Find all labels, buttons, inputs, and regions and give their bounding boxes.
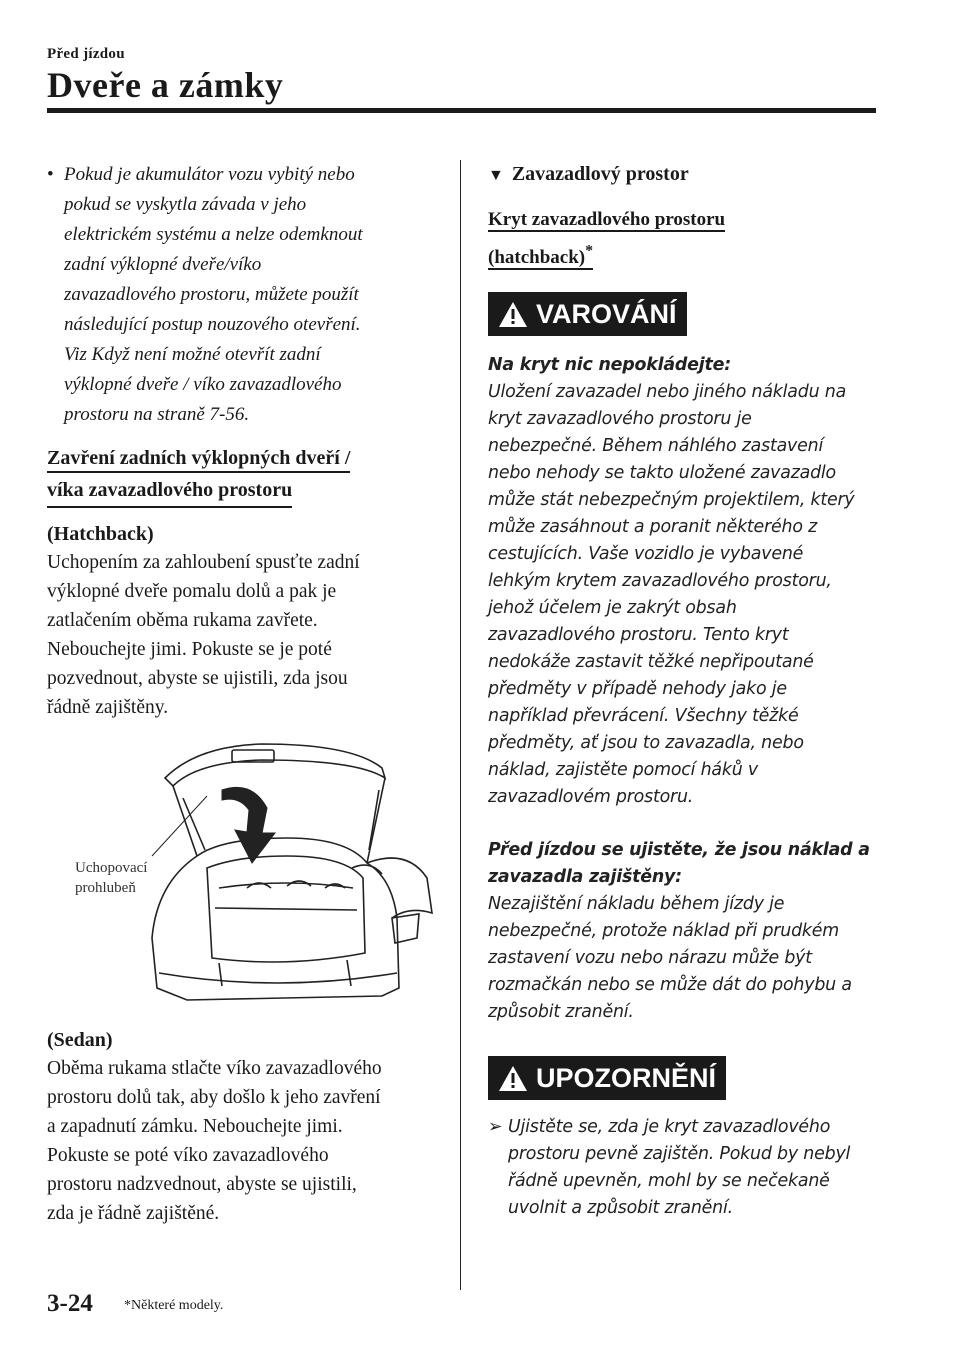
text-line: Oběma rukama stlačte víko zavazadlového (47, 1058, 382, 1079)
warning-label: VAROVÁNÍ (536, 298, 677, 329)
text-line: výklopné dveře pomalu dolů a pak je (47, 581, 337, 602)
text-line: prostoru nadzvednout, abyste se ujistili, (47, 1174, 357, 1195)
warning-line: nebezpečné. Během náhlého zastavení (488, 436, 824, 457)
hatchback-instructions (47, 548, 442, 722)
sedan-instructions (47, 1054, 442, 1228)
warning-line: může stát nebezpečným projektilem, který (488, 490, 855, 511)
text-line: Pokuste se poté víko zavazadlového (47, 1145, 329, 1166)
caution-line: prostoru pevně zajištěn. Pokud by nebyl (508, 1144, 851, 1165)
warning-line: cestujících. Vaše vozidlo je vybavené (488, 544, 804, 565)
cargo-cover-heading (488, 204, 888, 274)
warning-line: například převrácení. Všechny těžké (488, 706, 799, 727)
warning-line: předměty v případě nehody jako je (488, 679, 787, 700)
warning-line: Nezajištění nákladu během jízdy je (488, 894, 785, 915)
warning-line: zavazadlovém prostoru. (488, 787, 694, 808)
sedan-label: (Sedan) (47, 1029, 113, 1051)
title-rule (47, 108, 876, 113)
warning-heading: Před jízdou se ujistěte, že jsou náklad a (488, 840, 870, 861)
hatchback-label: (Hatchback) (47, 523, 154, 545)
cargo-cover-variant: (hatchback) (488, 247, 586, 269)
left-column (47, 160, 442, 1228)
text-line: pozvednout, abyste se ujistili, zda jsou (47, 668, 348, 689)
warning-line: nebo nehody se takto uložené zavazadlo (488, 463, 836, 484)
text-line: a zapadnutí zámku. Nebouchejte jimi. (47, 1116, 343, 1137)
right-column (488, 160, 888, 1222)
text-line: zatlačením oběma rukama zavřete. (47, 610, 318, 631)
text-line: Nebouchejte jimi. Pokuste se je poté (47, 639, 332, 660)
page-title: Dveře a zámky (47, 65, 284, 105)
cargo-section-title: Zavazadlový prostor (511, 163, 689, 185)
cargo-cover-title: Kryt zavazadlového prostoru (488, 209, 726, 230)
warning-line: jehož účelem je zakrýt obsah (488, 598, 737, 619)
warning-line: náklad, zajistěte pomocí háků v (488, 760, 758, 781)
warning-line: zastavení vozu nebo nárazu může být (488, 948, 812, 969)
note-line: výklopné dveře / víko zavazadlového (64, 374, 342, 395)
note-line: následující postup nouzového otevření. (64, 314, 361, 335)
footnote-star: * (585, 243, 594, 260)
text-line: Uchopením za zahloubení spusťte zadní (47, 552, 360, 573)
caution-label: UPOZORNĚNÍ (536, 1062, 717, 1093)
warning-text (488, 352, 888, 1026)
hatchback-illustration (47, 738, 442, 1008)
warning-triangle-icon (498, 301, 528, 328)
closing-heading (47, 444, 442, 508)
text-line: řádně zajištěny. (47, 697, 169, 718)
warning-line: zavazadlového prostoru. Tento kryt (488, 625, 789, 646)
warning-badge (488, 292, 687, 336)
callout-line: prohlubeň (75, 880, 136, 896)
grip-recess-callout (75, 858, 147, 898)
warning-heading: zavazadla zajištěny: (488, 867, 682, 888)
warning-line: lehkým krytem zavazadlového prostoru, (488, 571, 832, 592)
caution-triangle-icon (498, 1065, 528, 1092)
caution-badge (488, 1056, 726, 1100)
note-line: elektrickém systému a nelze odemknout (64, 224, 363, 245)
text-line: zda je řádně zajištěné. (47, 1203, 220, 1224)
section-label: Před jízdou (47, 46, 125, 62)
note-line: Viz Když není možné otevřít zadní (64, 344, 321, 365)
warning-line: může zasáhnout a poranit některého z (488, 517, 818, 538)
note-line: prostoru na straně 7-56. (64, 404, 250, 425)
closing-heading-line: víka zavazadlového prostoru (47, 476, 292, 508)
triangle-marker-icon: ▼ (488, 167, 504, 184)
warning-line: způsobit zranění. (488, 1002, 634, 1023)
battery-note (47, 160, 442, 430)
warning-line: nebezpečné, protože náklad při prudkém (488, 921, 840, 942)
warning-line: Uložení zavazadel nebo jiného nákladu na (488, 382, 847, 403)
caution-line: Ujistěte se, zda je kryt zavazadlového (508, 1117, 831, 1138)
caution-text (488, 1114, 888, 1222)
column-divider (460, 160, 461, 1290)
note-line: pokud se vyskytla závada v jeho (64, 194, 307, 215)
warning-line: kryt zavazadlového prostoru je (488, 409, 752, 430)
caution-line: uvolnit a způsobit zranění. (508, 1198, 733, 1219)
push-down-arrow (222, 787, 275, 863)
warning-line: rozmačkán nebo se může dát do pohybu a (488, 975, 852, 996)
callout-line: Uchopovací (75, 860, 148, 876)
note-line: zavazadlového prostoru, můžete použít (64, 284, 359, 305)
page-number: 3-24 (47, 1290, 93, 1317)
text-line: prostoru dolů tak, aby došlo k jeho zavření (47, 1087, 381, 1108)
warning-line: nedokáže zastavit těžké nepřipoutané (488, 652, 814, 673)
closing-heading-line: Zavření zadních výklopných dveří / (47, 447, 350, 473)
arrow-bullet-icon: ➢ (488, 1117, 503, 1138)
note-line: • Pokud je akumulátor vozu vybitý nebo (64, 164, 355, 185)
footnote: *Některé modely. (124, 1298, 224, 1313)
cargo-section-heading (488, 160, 888, 190)
warning-heading: Na kryt nic nepokládejte: (488, 355, 731, 376)
caution-line: řádně upevněn, mohl by se nečekaně (508, 1171, 830, 1192)
note-line: zadní výklopné dveře/víko (64, 254, 262, 275)
warning-line: předměty, ať jsou to zavazadla, nebo (488, 733, 804, 754)
